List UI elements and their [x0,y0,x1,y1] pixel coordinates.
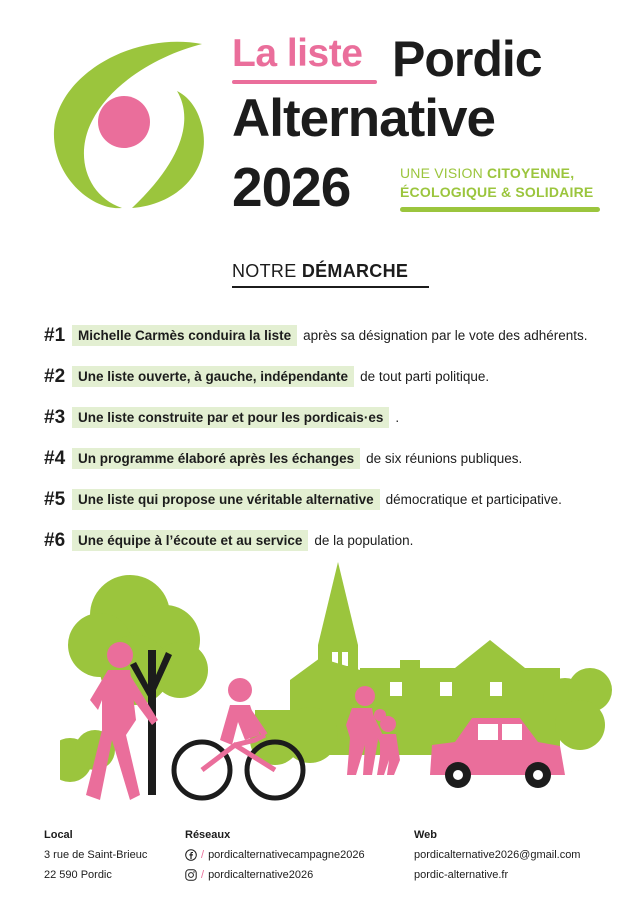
instagram-handle: pordicalternative2026 [208,869,314,881]
tagline-underline [400,207,600,212]
tagline [400,164,593,202]
kicker-label: La liste [232,32,363,75]
item-highlight: Une équipe à l’écoute et au service [72,530,308,551]
item-text: de six réunions publiques. [366,451,523,466]
title-line1: Pordic [392,31,542,87]
tagline-bold: CITOYENNE, [487,165,575,181]
section-title [232,261,408,282]
list-item [44,356,624,397]
footer-local [44,829,147,885]
item-highlight: Une liste ouverte, à gauche, indépendante [72,366,354,387]
separator: / [201,849,205,861]
address-line1: 3 rue de Saint-Brieuc [44,849,148,861]
list-item [44,438,624,479]
section-title-light: NOTRE [232,261,297,281]
item-text: démocratique et participative. [385,492,562,507]
instagram-icon [185,869,197,881]
address-line2: 22 590 Pordic [44,869,112,881]
footer-web [414,829,580,885]
item-number: #6 [44,529,66,551]
item-number: #3 [44,406,66,428]
section-underline [232,286,429,288]
item-highlight: Un programme élaboré après les échanges [72,448,360,469]
reseaux-label: Réseaux [185,829,231,841]
item-text: de tout parti politique. [360,369,490,384]
section-title-bold: DÉMARCHE [301,261,409,281]
items-list [44,315,624,561]
facebook-link[interactable] [185,845,365,865]
item-text: . [395,410,400,425]
tagline-line2: ÉCOLOGIQUE & SOLIDAIRE [400,184,594,200]
list-item [44,315,624,356]
item-highlight: Michelle Carmès conduira la liste [72,325,297,346]
list-item [44,520,624,561]
tagline-soft: UNE VISION [400,165,483,181]
list-item [44,397,624,438]
local-label: Local [44,829,73,841]
swirl-logo [52,36,212,216]
item-highlight: Une liste qui propose une véritable alternative [72,489,380,510]
title-line2: Alternative [232,89,495,148]
instagram-link[interactable] [185,865,365,885]
item-number: #4 [44,447,66,469]
list-item [44,479,624,520]
item-highlight: Une liste construite par et pour les pordicais·es [72,407,389,428]
email-link[interactable]: pordicalternative2026@gmail.com [414,849,581,861]
web-label: Web [414,829,438,841]
kicker-underline [232,80,377,84]
item-number: #2 [44,365,66,387]
facebook-icon [185,849,197,861]
item-text: après sa désignation par le vote des adhérents. [303,328,588,343]
separator: / [201,869,205,881]
item-number: #1 [44,324,66,346]
town-illustration [60,560,635,820]
item-text: de la population. [314,533,414,548]
website-link[interactable]: pordic-alternative.fr [414,869,509,881]
item-number: #5 [44,488,66,510]
facebook-handle: pordicalternativecampagne2026 [208,849,365,861]
footer-reseaux [185,829,365,885]
title-line3: 2026 [232,156,351,218]
